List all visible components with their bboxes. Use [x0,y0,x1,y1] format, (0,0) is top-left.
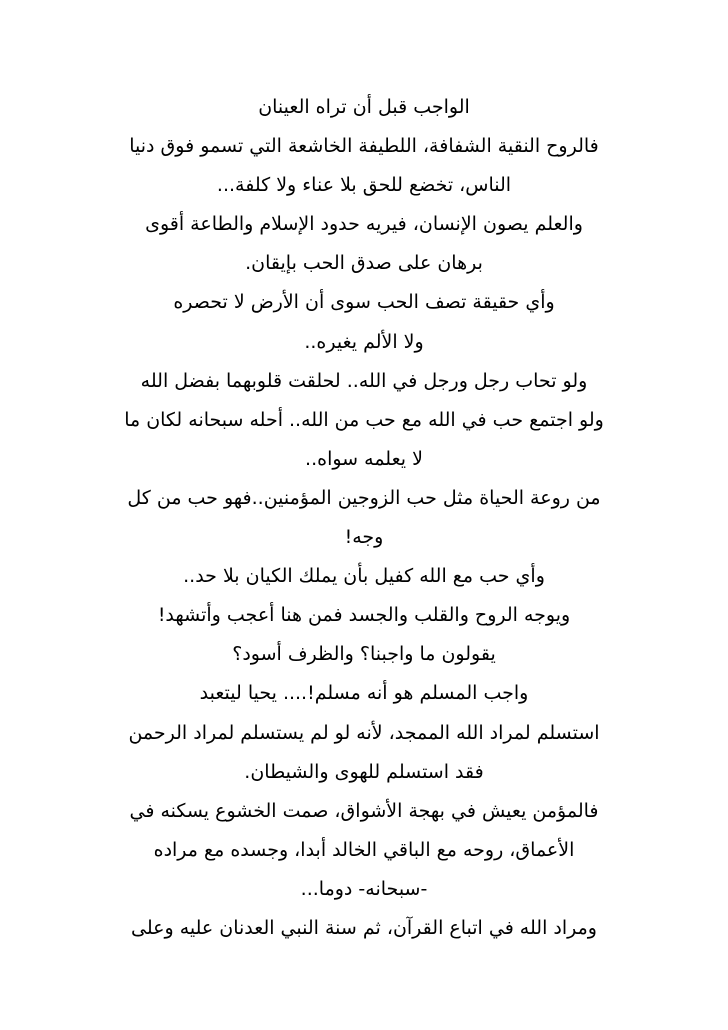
text-line: الأعماق، روحه مع الباقي الخالد أبدا، وجسده مع مراده [153,838,575,861]
text-line: فالمؤمن يعيش في بهجة الأشواق، صمت الخشوع يسكنه في [129,799,599,822]
text-line: يقولون ما واجبنا؟ والظرف أسود؟ [232,643,496,666]
text-line: ولو اجتمع حب في الله مع حب من الله.. أحله سبحانه لكان ما [124,408,604,431]
text-line: لا يعلمه سواه.. [305,447,423,470]
text-line: وأي حب مع الله كفيل بأن يملك الكيان بلا حد.. [183,565,545,588]
text-line: وجه! [344,526,384,549]
text-line: ويوجه الروح والقلب والجسد فمن هنا أعجب وأتشهد! [157,604,571,627]
text-line: والعلم يصون الإنسان، فيريه حدود الإسلام والطاعة أقوى [145,213,583,236]
text-line: وأي حقيقة تصف الحب سوى أن الأرض لا تحصره [173,291,555,314]
poem-text-block [105,88,623,948]
text-line: -سبحانه- دوما... [300,877,428,900]
text-line: ولو تحاب رجل ورجل في الله.. لحلقت قلوبهما بفضل الله [140,369,588,392]
text-line: الناس، تخضع للحق بلا عناء ولا كلفة... [216,174,512,197]
text-line: ومراد الله في اتباع القرآن، ثم سنة النبي العدنان عليه وعلى [131,916,597,939]
text-line: فقد استسلم للهوى والشيطان. [244,760,484,783]
text-line: واجب المسلم هو أنه مسلم!.... يحيا ليتعبد [199,682,529,705]
text-line: ولا الألم يغيره.. [304,330,424,353]
text-line: استسلم لمراد الله الممجد، لأنه لو لم يستسلم لمراد الرحمن [128,721,600,744]
text-line: برهان على صدق الحب بإيقان. [245,252,483,275]
text-line: فالروح النقية الشفافة، اللطيفة الخاشعة التي تسمو فوق دنيا [129,135,599,158]
text-line: الواجب قبل أن تراه العينان [258,96,470,118]
text-line: من روعة الحياة مثل حب الزوجين المؤمنين..فهو حب من كل [127,486,601,509]
